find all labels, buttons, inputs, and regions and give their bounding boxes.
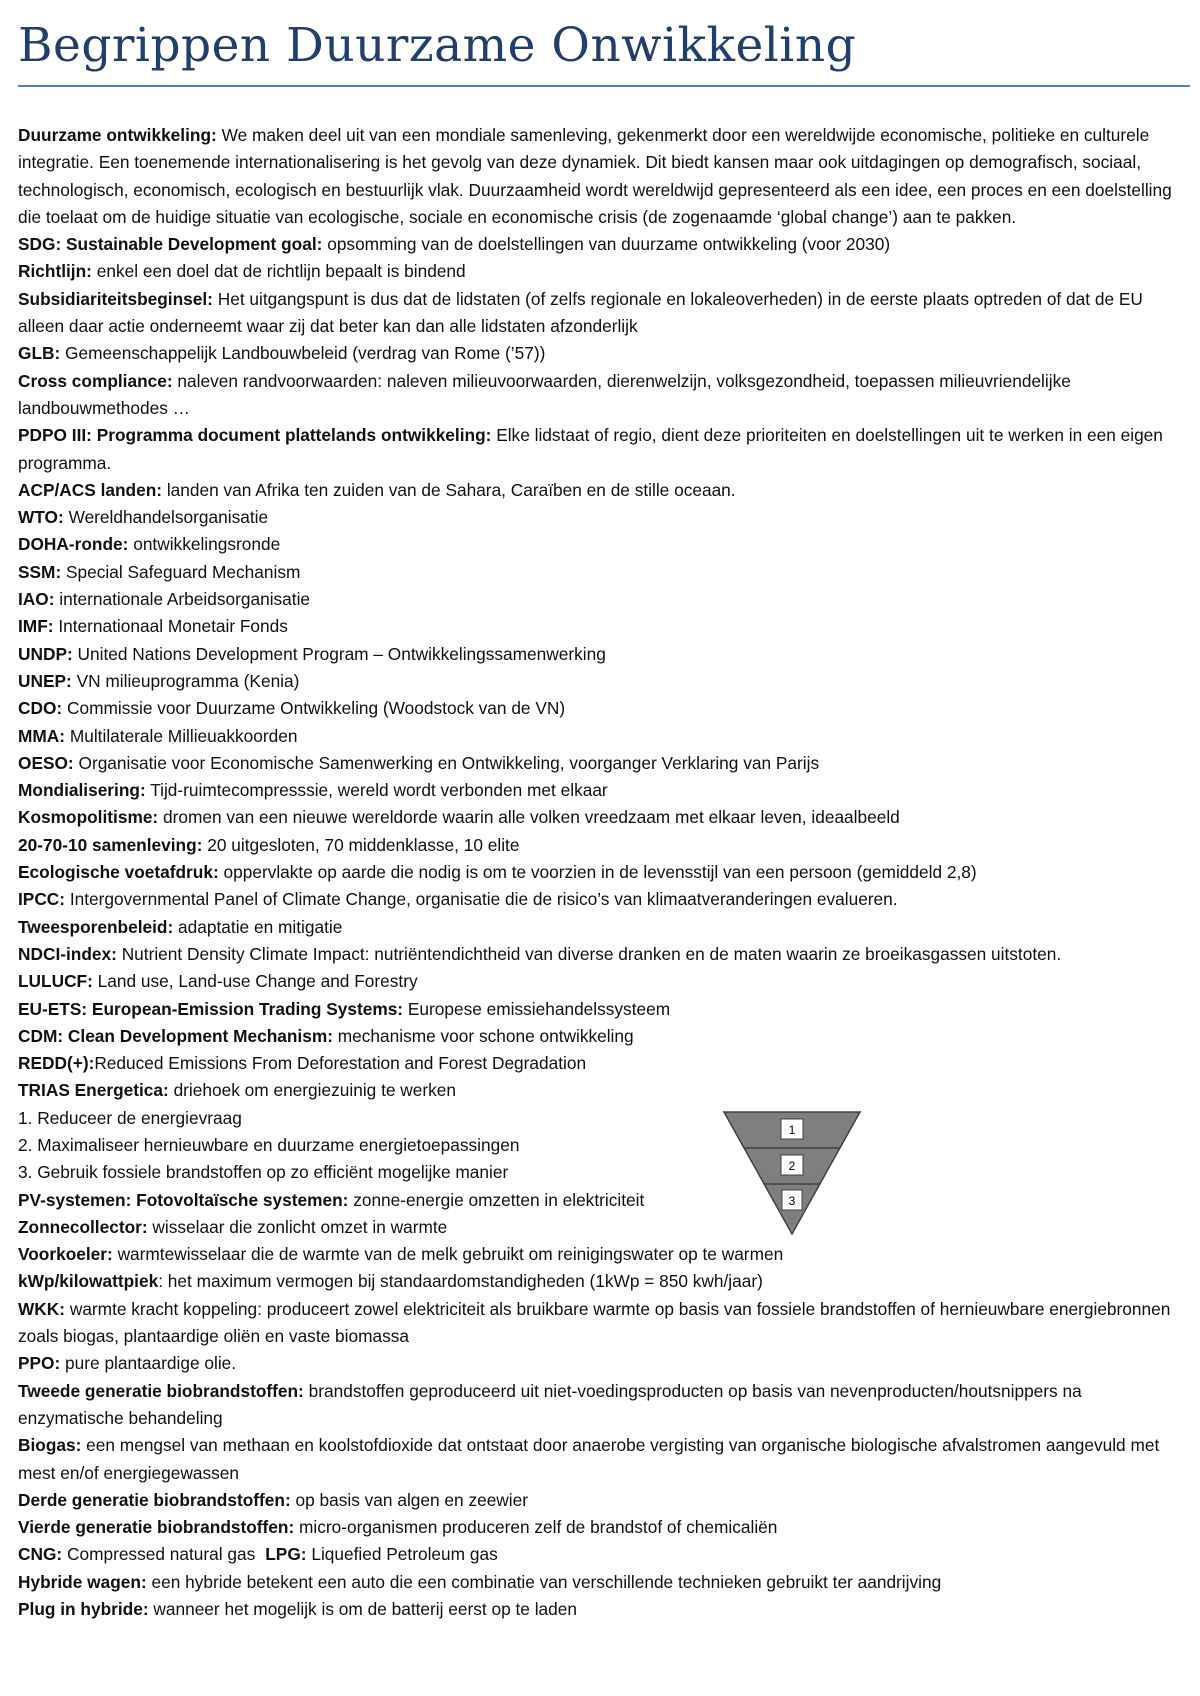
glossary-entry <box>18 832 1190 859</box>
glossary-term: DOHA-ronde: <box>18 534 129 555</box>
glossary-term: PPO: <box>18 1353 61 1374</box>
glossary-term: Tweede generatie biobrandstoffen: <box>18 1380 304 1401</box>
glossary-entry <box>18 258 1190 285</box>
glossary-term: REDD(+): <box>18 1053 95 1074</box>
glossary-term: Duurzame ontwikkeling: <box>18 125 217 145</box>
glossary-term: LULUCF: <box>18 971 93 992</box>
glossary-term: Tweesporenbeleid: <box>18 916 174 937</box>
glossary-definition: Europese emissiehandelssysteem <box>403 998 671 1019</box>
glossary-term: WTO: <box>18 507 64 528</box>
glossary-term: CDM: Clean Development Mechanism: <box>18 1025 333 1046</box>
glossary-term: kWp/kilowattpiek <box>18 1271 159 1292</box>
glossary-entry <box>18 1241 1190 1268</box>
glossary-term: PV-systemen: Fotovoltaïsche systemen: <box>18 1189 349 1210</box>
glossary-definition: mechanisme voor schone ontwikkeling <box>332 1025 634 1046</box>
glossary-entry <box>18 1214 1190 1241</box>
glossary-definition: wisselaar die zonlicht omzet in warmte <box>147 1216 448 1237</box>
glossary-entry <box>18 668 1190 695</box>
glossary-term: IAO: <box>18 589 55 610</box>
glossary-term: PDPO III: Programma document plattelands ontwikkeling: <box>18 425 492 446</box>
definition-lpg: Liquefied Petroleum gas <box>306 1544 498 1565</box>
glossary-term: Vierde generatie biobrandstoffen: <box>18 1517 295 1538</box>
glossary-term: UNDP: <box>18 643 73 664</box>
glossary-entry <box>18 1050 1190 1077</box>
glossary-entry <box>18 1105 1190 1132</box>
tier-label-3: 3 <box>788 1194 796 1208</box>
glossary-term: Mondialisering: <box>18 780 146 801</box>
glossary-entry <box>18 1350 1190 1377</box>
glossary-definition: wanneer het mogelijk is om de batterij eerst op te laden <box>148 1599 578 1620</box>
glossary-definition: : het maximum vermogen bij standaardomstandigheden (1kWp = 850 kwh/jaar) <box>158 1271 763 1292</box>
glossary-term: Biogas: <box>18 1435 82 1456</box>
glossary-definition: oppervlakte op aarde die nodig is om te voorzien in de levensstijl van een persoon (gemiddeld 2,8) <box>218 862 977 883</box>
glossary-entry <box>18 1487 1190 1514</box>
glossary-entry <box>18 1187 1190 1214</box>
glossary-entry <box>18 422 1190 477</box>
glossary-entry <box>18 1569 1190 1596</box>
glossary-entry <box>18 1077 1190 1104</box>
glossary-entry <box>18 941 1190 968</box>
glossary-term: Kosmopolitisme: <box>18 807 159 828</box>
definition-cng: Compressed natural gas <box>62 1544 256 1565</box>
glossary-entry <box>18 777 1190 804</box>
glossary-entry <box>18 559 1190 586</box>
glossary-entry <box>18 613 1190 640</box>
glossary-definition: Intergovernmental Panel of Climate Change, organisatie die de risico’s van klimaatveranderingen evalueren. <box>65 889 898 910</box>
glossary-definition: warmte kracht koppeling: produceert zowel elektriciteit als bruikbare warmte op basis van fossiele brandstoffen of hernieuwbare energiebronnen zoals biogas, plantaardige oliën en vaste biomassa <box>18 1298 1171 1347</box>
glossary-definition: Internationaal Monetair Fonds <box>53 616 288 637</box>
glossary-entry <box>18 1296 1190 1351</box>
glossary-entry <box>18 804 1190 831</box>
glossary-term: OESO: <box>18 752 74 773</box>
glossary-entry <box>18 641 1190 668</box>
glossary-definition: een hybride betekent een auto die een combinatie van verschillende technieken gebruikt ter aandrijving <box>146 1571 942 1592</box>
glossary-entry <box>18 1132 1190 1159</box>
glossary-entry <box>18 1596 1190 1623</box>
glossary-term: TRIAS Energetica: <box>18 1080 169 1101</box>
glossary-definition: dromen van een nieuwe wereldorde waarin alle volken vreedzaam met elkaar leven, ideaalbeeld <box>158 807 900 828</box>
glossary-term: Ecologische voetafdruk: <box>18 862 219 883</box>
glossary-term: WKK: <box>18 1298 66 1319</box>
glossary-entry <box>18 1023 1190 1050</box>
glossary-entry <box>18 914 1190 941</box>
glossary <box>18 122 1190 1623</box>
glossary-entry <box>18 996 1190 1023</box>
glossary-entry <box>18 968 1190 995</box>
glossary-term: ACP/ACS landen: <box>18 479 163 500</box>
glossary-definition: 1. Reduceer de energievraag <box>18 1107 242 1128</box>
document-title: Begrippen Duurzame Onwikkeling <box>18 18 857 73</box>
glossary-definition: Het uitgangspunt is dus dat de lidstaten (of zelfs regionale en lokaleoverheden) in de eerste plaats optreden of dat de EU alleen daar actie onderneemt waar zij dat beter kan dan alle lidstaten afzonderlijk <box>18 288 1143 337</box>
glossary-entry <box>18 859 1190 886</box>
tier-label-2: 2 <box>788 1159 796 1173</box>
glossary-definition: 2. Maximaliseer hernieuwbare en duurzame energietoepassingen <box>18 1134 520 1155</box>
glossary-term: IPCC: <box>18 889 66 910</box>
glossary-entry-pair <box>18 1541 1190 1568</box>
glossary-definition: Land use, Land-use Change and Forestry <box>92 971 418 992</box>
glossary-definition: Elke lidstaat of regio, dient deze prioriteiten en doelstellingen uit te werken in een eigen programma. <box>18 425 1163 473</box>
glossary-entry <box>18 477 1190 504</box>
glossary-entry <box>18 531 1190 558</box>
glossary-term: Hybride wagen: <box>18 1571 147 1592</box>
glossary-entries-after <box>18 1569 1190 1624</box>
glossary-definition: naleven randvoorwaarden: naleven milieuvoorwaarden, dierenwelzijn, volksgezondheid, toepassen milieuvriendelijke landbouwmethodes … <box>18 370 1071 418</box>
glossary-definition: We maken deel uit van een mondiale samenleving, gekenmerkt door een wereldwijde economische, politieke en culturele integratie. Een toenemende internationalisering is het gevolg van deze dynamiek. Dit biedt kansen maar ook uitdagingen op demografisch, sociaal, technologisch, economisch, ecologisch en bestuurlijk vlak. Duurzaamheid wordt wereldwijd gepresenteerd als een idee, een proces en een doelstelling die toelaat om de huidige situatie van ecologische, sociale en economische crisis (de zogenaamde ‘global change’) aan te pakken. <box>18 125 1172 227</box>
glossary-term: Richtlijn: <box>18 261 92 282</box>
glossary-term: NDCI-index: <box>18 943 117 964</box>
glossary-term: Cross compliance: <box>18 370 173 391</box>
glossary-term: SSM: <box>18 561 62 582</box>
glossary-definition: adaptatie en mitigatie <box>173 916 343 937</box>
glossary-definition: landen van Afrika ten zuiden van de Sahara, Caraïben en de stille oceaan. <box>162 479 736 500</box>
glossary-entry <box>18 368 1190 423</box>
glossary-term: Subsidiariteitsbeginsel: <box>18 288 213 309</box>
glossary-definition: Tijd-ruimtecompresssie, wereld wordt verbonden met elkaar <box>145 780 608 801</box>
glossary-term: MMA: <box>18 725 66 746</box>
glossary-entry <box>18 1159 1190 1186</box>
glossary-term: 20-70-10 samenleving: <box>18 834 203 855</box>
glossary-definition: driehoek om energiezuinig te werken <box>168 1080 456 1101</box>
glossary-definition: Gemeenschappelijk Landbouwbeleid (verdrag van Rome (’57)) <box>60 343 546 364</box>
glossary-term: CDO: <box>18 698 63 719</box>
glossary-entry <box>18 231 1190 258</box>
glossary-definition: Organisatie voor Economische Samenwerking en Ontwikkeling, voorganger Verklaring van Parijs <box>73 752 820 773</box>
glossary-term: Zonnecollector: <box>18 1216 148 1237</box>
glossary-entry <box>18 340 1190 367</box>
glossary-definition: micro-organismen produceren zelf de brandstof of chemicaliën <box>294 1517 778 1538</box>
glossary-entry <box>18 504 1190 531</box>
glossary-term: Voorkoeler: <box>18 1244 113 1265</box>
term-cng: CNG: <box>18 1544 63 1565</box>
glossary-entry <box>18 1514 1190 1541</box>
glossary-definition: Special Safeguard Mechanism <box>61 561 301 582</box>
glossary-entries <box>18 122 1190 1541</box>
glossary-entry <box>18 886 1190 913</box>
tier-label-1: 1 <box>788 1123 796 1137</box>
glossary-entry <box>18 1432 1190 1487</box>
glossary-definition: enkel een doel dat de richtlijn bepaalt is bindend <box>91 261 466 282</box>
glossary-entry <box>18 695 1190 722</box>
glossary-definition: internationale Arbeidsorganisatie <box>54 589 311 610</box>
glossary-definition: 3. Gebruik fossiele brandstoffen op zo efficiënt mogelijke manier <box>18 1162 509 1183</box>
glossary-definition: Multilaterale Millieuakkoorden <box>65 725 298 746</box>
glossary-term: Plug in hybride: <box>18 1599 149 1620</box>
glossary-term: EU-ETS: European-Emission Trading Systems: <box>18 998 404 1019</box>
glossary-term: Derde generatie biobrandstoffen: <box>18 1489 291 1510</box>
glossary-term: SDG: Sustainable Development goal: <box>18 234 323 255</box>
glossary-definition: brandstoffen geproduceerd uit niet-voedingsproducten op basis van nevenproducten/houtsnippers na enzymatische behandeling <box>18 1380 1082 1428</box>
glossary-definition: warmtewisselaar die de warmte van de melk gebruikt om reinigingswater op te warmen <box>112 1244 784 1265</box>
glossary-term: UNEP: <box>18 670 72 691</box>
glossary-definition: een mengsel van methaan en koolstofdioxide dat ontstaat door anaerobe vergisting van organische biologische afvalstromen aangevuld met mest en/of energiegewassen <box>18 1435 1160 1483</box>
glossary-definition: pure plantaardige olie. <box>60 1353 237 1374</box>
glossary-definition: Reduced Emissions From Deforestation and Forest Degradation <box>94 1053 587 1074</box>
glossary-entry <box>18 750 1190 777</box>
trias-energetica-diagram <box>722 1110 862 1236</box>
glossary-definition: op basis van algen en zeewier <box>290 1489 528 1510</box>
glossary-definition: ontwikkelingsronde <box>128 534 281 555</box>
glossary-entry <box>18 286 1190 341</box>
glossary-definition: opsomming van de doelstellingen van duurzame ontwikkeling (voor 2030) <box>322 234 891 255</box>
glossary-entry <box>18 586 1190 613</box>
glossary-definition: 20 uitgesloten, 70 middenklasse, 10 elite <box>202 834 520 855</box>
glossary-definition: zonne-energie omzetten in elektriciteit <box>348 1189 645 1210</box>
glossary-entry <box>18 122 1190 231</box>
glossary-entry <box>18 1378 1190 1433</box>
glossary-term: GLB: <box>18 343 61 364</box>
glossary-entry <box>18 723 1190 750</box>
term-lpg: LPG: <box>265 1544 307 1565</box>
glossary-entry <box>18 1268 1190 1295</box>
glossary-definition: United Nations Development Program – Ontwikkelingssamenwerking <box>72 643 606 664</box>
title-underline <box>18 85 1190 87</box>
glossary-definition: Commissie voor Duurzame Ontwikkeling (Woodstock van de VN) <box>62 698 566 719</box>
glossary-definition: VN milieuprogramma (Kenia) <box>71 670 300 691</box>
glossary-definition: Wereldhandelsorganisatie <box>63 507 269 528</box>
glossary-definition: Nutrient Density Climate Impact: nutriëntendichtheid van diverse dranken en de maten waarin ze broeikasgassen uitstoten. <box>116 943 1062 964</box>
glossary-term: IMF: <box>18 616 54 637</box>
